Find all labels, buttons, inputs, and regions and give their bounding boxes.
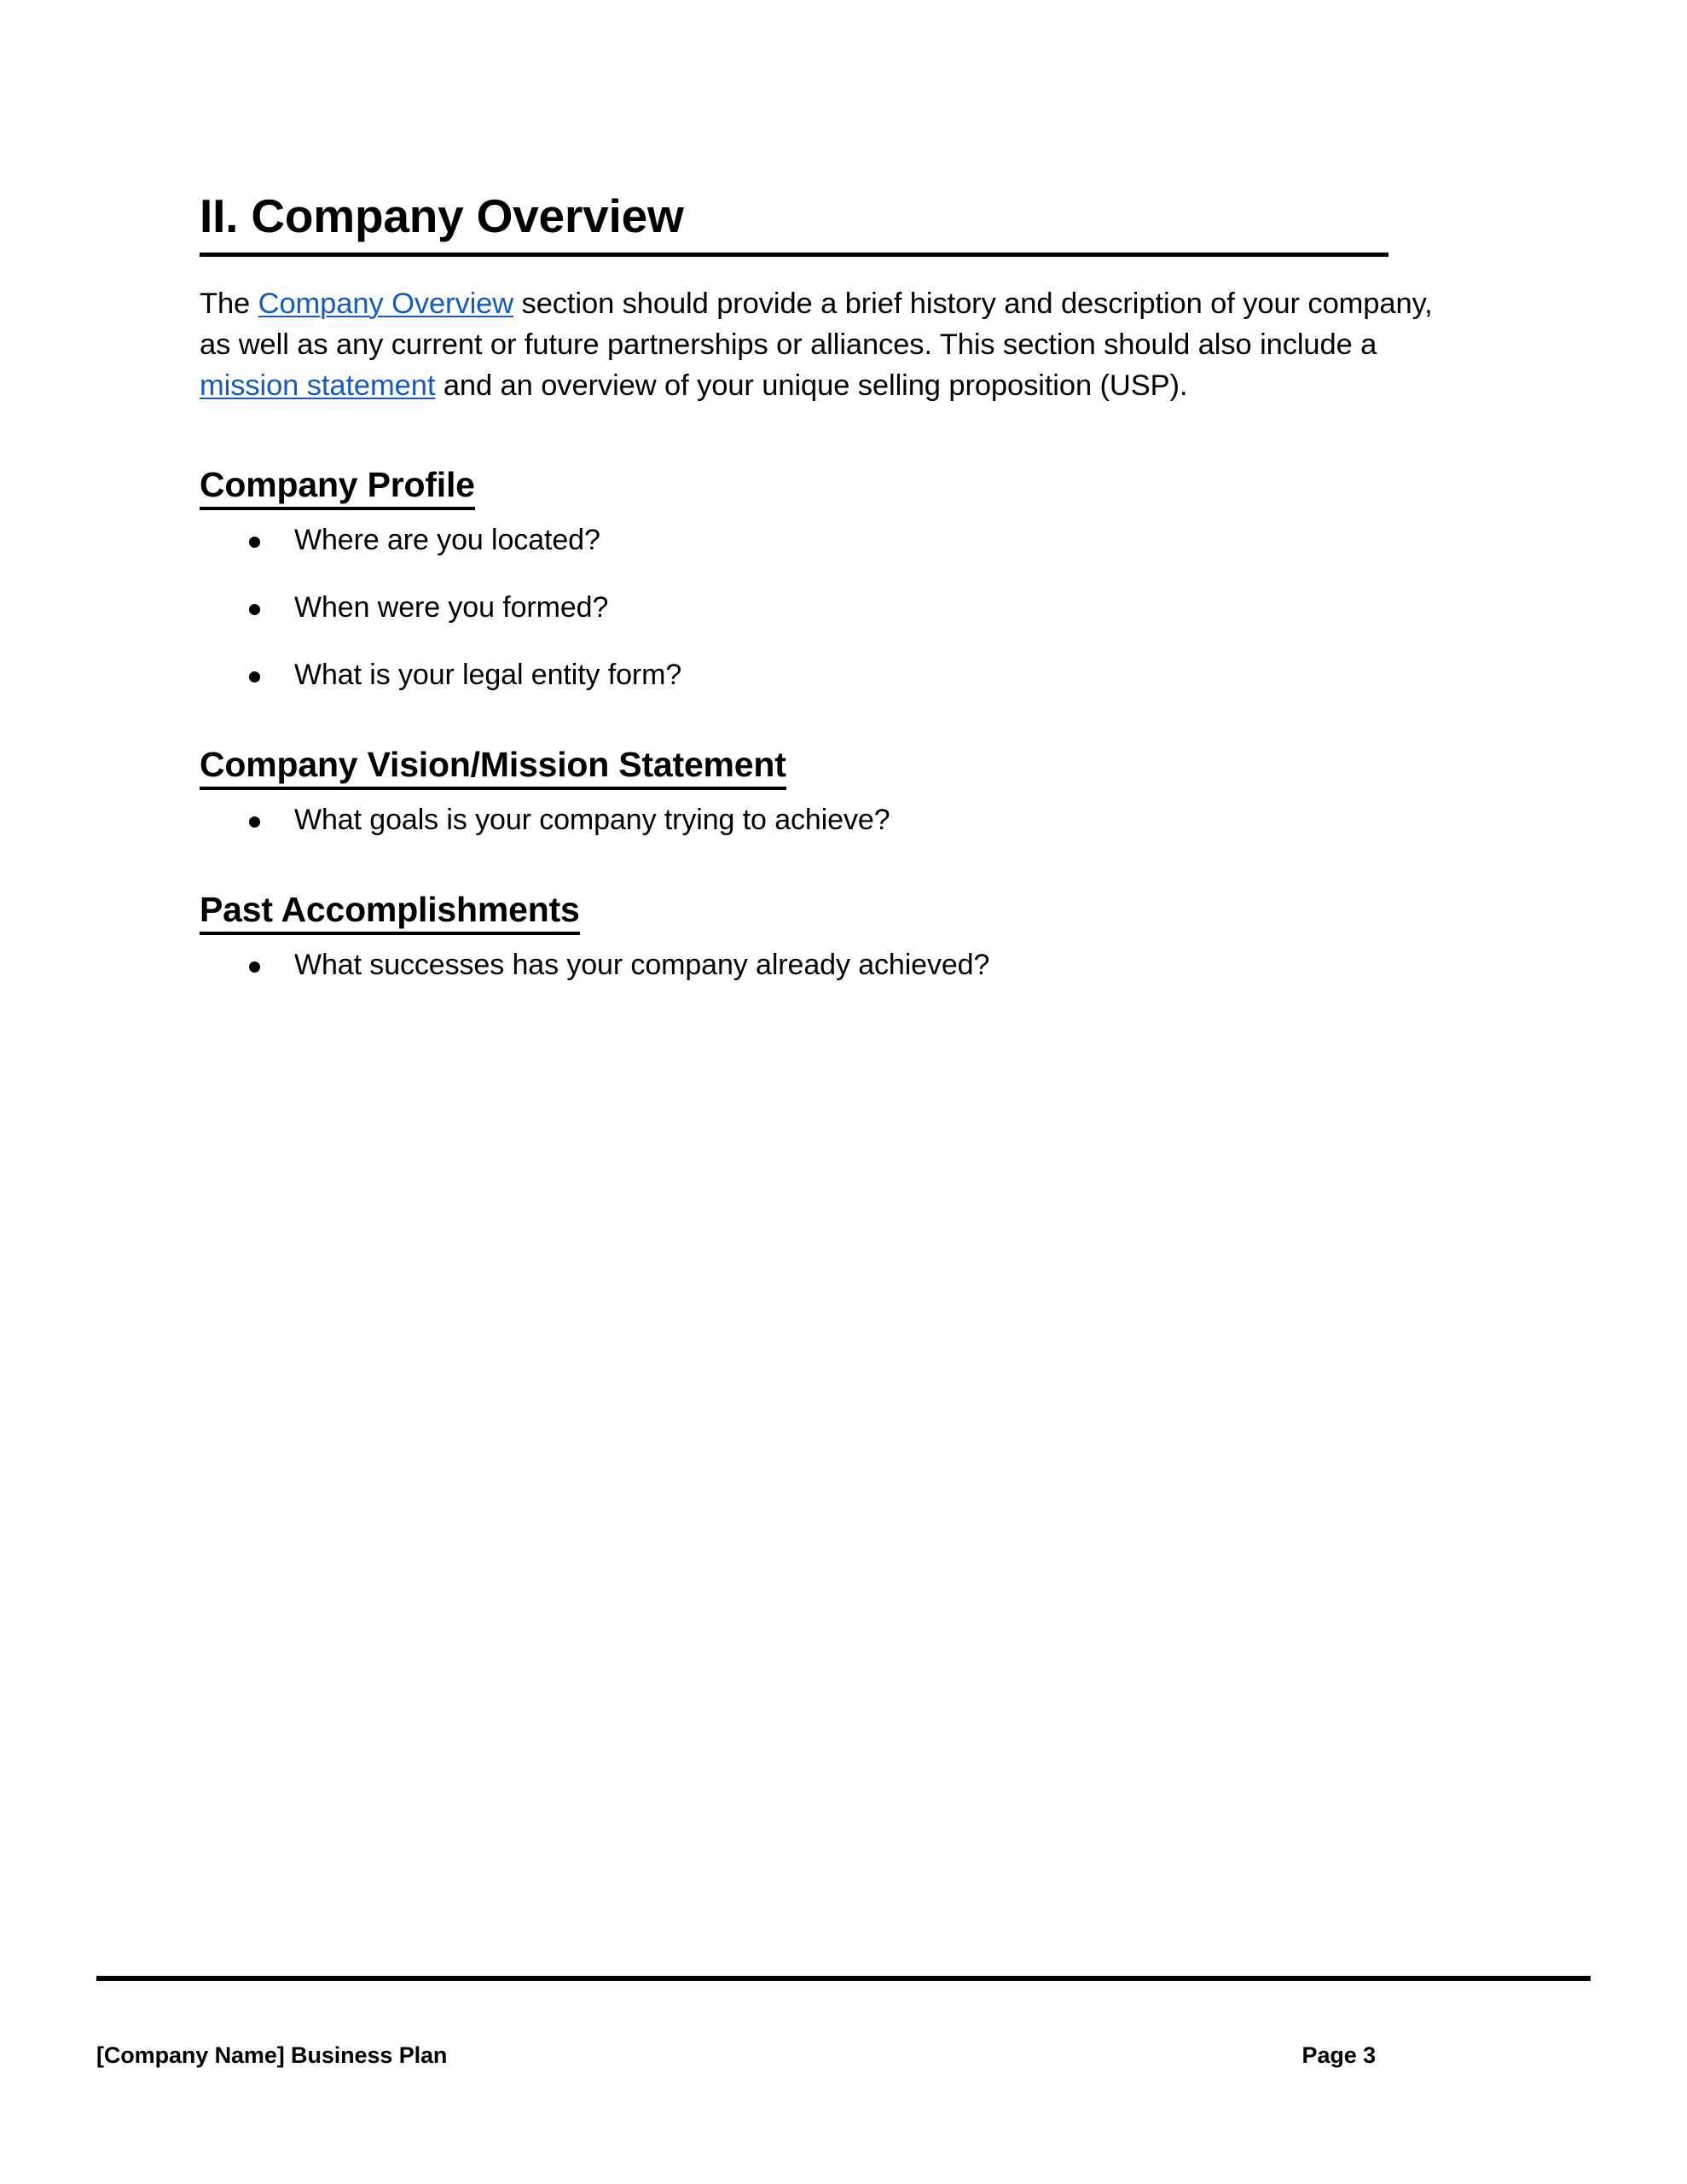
section-title-block: [200, 186, 1496, 264]
intro-paragraph: [200, 283, 1470, 406]
page-footer: [96, 1976, 1591, 2069]
list-item-label: What successes has your company already achieved?: [294, 949, 990, 981]
list-item-label: What is your legal entity form?: [294, 659, 682, 691]
heading-company-vision-mission-statement: Company Vision/Mission Statement: [200, 747, 786, 790]
document-body: [200, 186, 1496, 979]
heading-company-profile: Company Profile: [200, 468, 475, 510]
bullet-dot-icon: [249, 816, 260, 828]
page-title: II. Company Overview: [200, 189, 684, 242]
list-item-label: Where are you located?: [294, 524, 600, 556]
list-item: [200, 593, 1496, 622]
intro-text-part-1: The: [200, 288, 258, 320]
section-company-vision: [200, 747, 1496, 834]
heading-past-accomplishments: Past Accomplishments: [200, 892, 580, 935]
list-item: [200, 805, 1496, 834]
list-item-label: When were you formed?: [294, 591, 609, 624]
list-past-accomplishments: [200, 950, 1496, 979]
footer-row: [96, 2042, 1376, 2069]
link-mission-statement[interactable]: mission statement: [200, 369, 436, 402]
bullet-dot-icon: [249, 604, 260, 615]
section-past-accomplishments: [200, 892, 1496, 979]
footer-divider: [96, 1976, 1591, 1981]
bullet-dot-icon: [249, 671, 260, 682]
list-item: [200, 660, 1496, 689]
section-company-profile: [200, 465, 1496, 691]
link-company-overview[interactable]: Company Overview: [258, 288, 514, 320]
intro-text-part-3: and an overview of your unique selling proposition (USP).: [435, 369, 1188, 402]
list-company-profile: [200, 526, 1496, 689]
list-company-vision: [200, 805, 1496, 834]
footer-page-number: Page 3: [1301, 2042, 1376, 2068]
footer-document-label: [Company Name] Business Plan: [96, 2042, 448, 2068]
list-item: [200, 950, 1496, 979]
bullet-dot-icon: [249, 537, 260, 548]
section-title-underline: [200, 253, 1388, 257]
intro-text-part-2: section should provide a brief history and description of your company, as well as any current or future partnerships or alliances. This section should also include a: [200, 288, 1433, 361]
list-item: [200, 526, 1496, 555]
list-item-label: What goals is your company trying to achieve?: [294, 804, 890, 836]
bullet-dot-icon: [249, 961, 260, 973]
